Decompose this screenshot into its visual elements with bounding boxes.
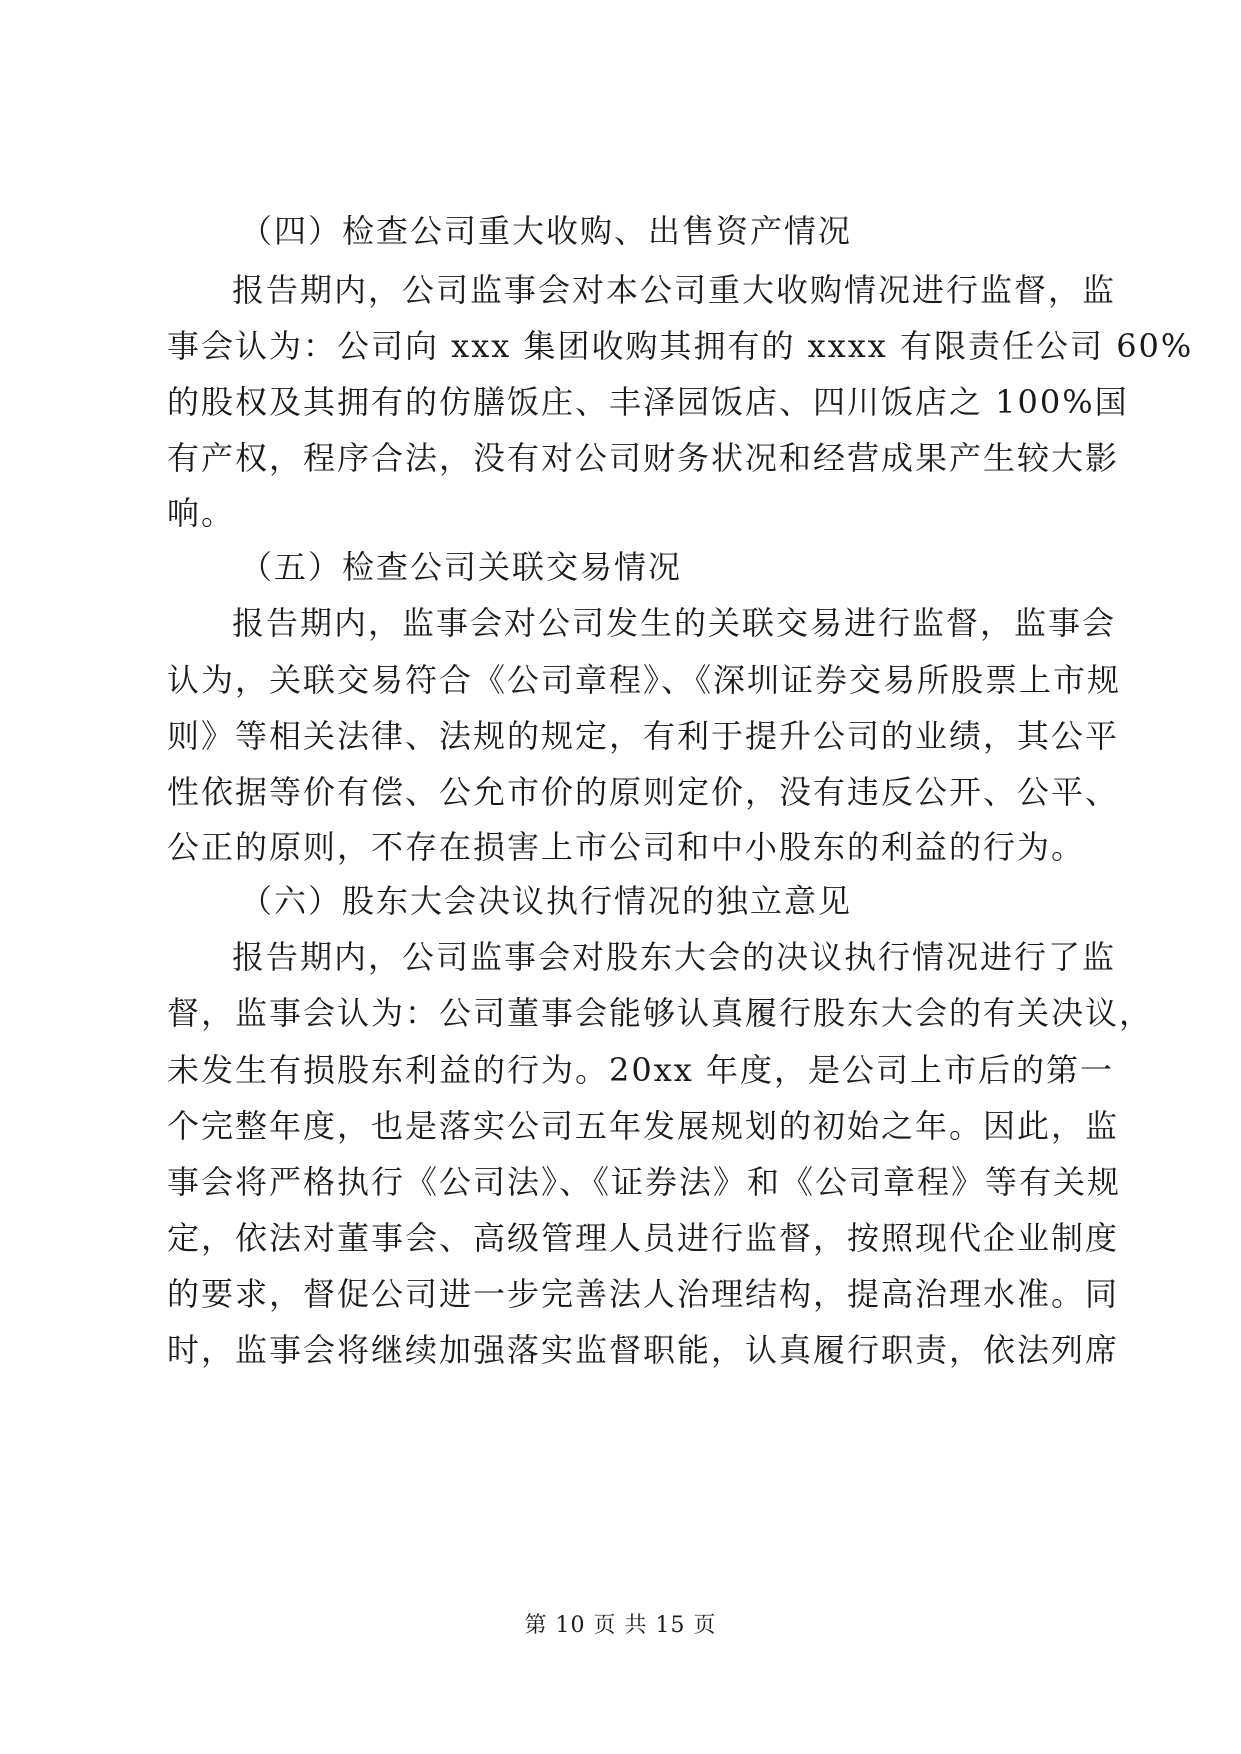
paragraph-line: 则》等相关法律、法规的规定，有利于提升公司的业绩，其公平 [167,717,1120,755]
paragraph-line: 的要求，督促公司进一步完善法人治理结构，提高治理水准。同 [167,1275,1120,1313]
paragraph-line: 督，监事会认为：公司董事会能够认真履行股东大会的有关决议， [167,994,1154,1032]
paragraph-line: 认为，关联交易符合《公司章程》、《深圳证券交易所股票上市规 [167,661,1122,699]
section-heading: （五）检查公司关联交易情况 [240,548,683,586]
section-heading: （六）股东大会决议执行情况的独立意见 [240,882,853,920]
paragraph-line: 定，依法对董事会、高级管理人员进行监督，按照现代企业制度 [167,1219,1120,1257]
paragraph-line: 事会将严格执行《公司法》、《证券法》和《公司章程》等有关规 [167,1163,1122,1201]
paragraph-line: 公正的原则，不存在损害上市公司和中小股东的利益的行为。 [167,828,1086,866]
paragraph-line: 报告期内，公司监事会对股东大会的决议执行情况进行了监 [232,938,1117,976]
paragraph-line: 的股权及其拥有的仿膳饭庄、丰泽园饭店、四川饭店之 100%国 [167,383,1129,421]
paragraph-line: 响。 [167,494,236,532]
paragraph-line: 未发生有损股东利益的行为。20xx 年度，是公司上市后的第一 [167,1051,1114,1089]
paragraph-line: 事会认为：公司向 xxx 集团收购其拥有的 xxxx 有限责任公司 60% [167,327,1194,365]
paragraph-line: 性依据等价有偿、公允市价的原则定价，没有违反公开、公平、 [167,773,1120,811]
paragraph-line: 报告期内，监事会对公司发生的关联交易进行监督，监事会 [232,604,1117,642]
paragraph-line: 个完整年度，也是落实公司五年发展规划的初始之年。因此，监 [167,1107,1120,1145]
paragraph-line: 时，监事会将继续加强落实监督职能，认真履行职责，依法列席 [167,1331,1120,1369]
section-heading: （四）检查公司重大收购、出售资产情况 [240,212,853,250]
paragraph-line: 报告期内，公司监事会对本公司重大收购情况进行监督，监 [232,271,1117,309]
page-number-footer: 第 10 页 共 15 页 [524,1613,717,1638]
paragraph-line: 有产权，程序合法，没有对公司财务状况和经营成果产生较大影 [167,439,1120,477]
